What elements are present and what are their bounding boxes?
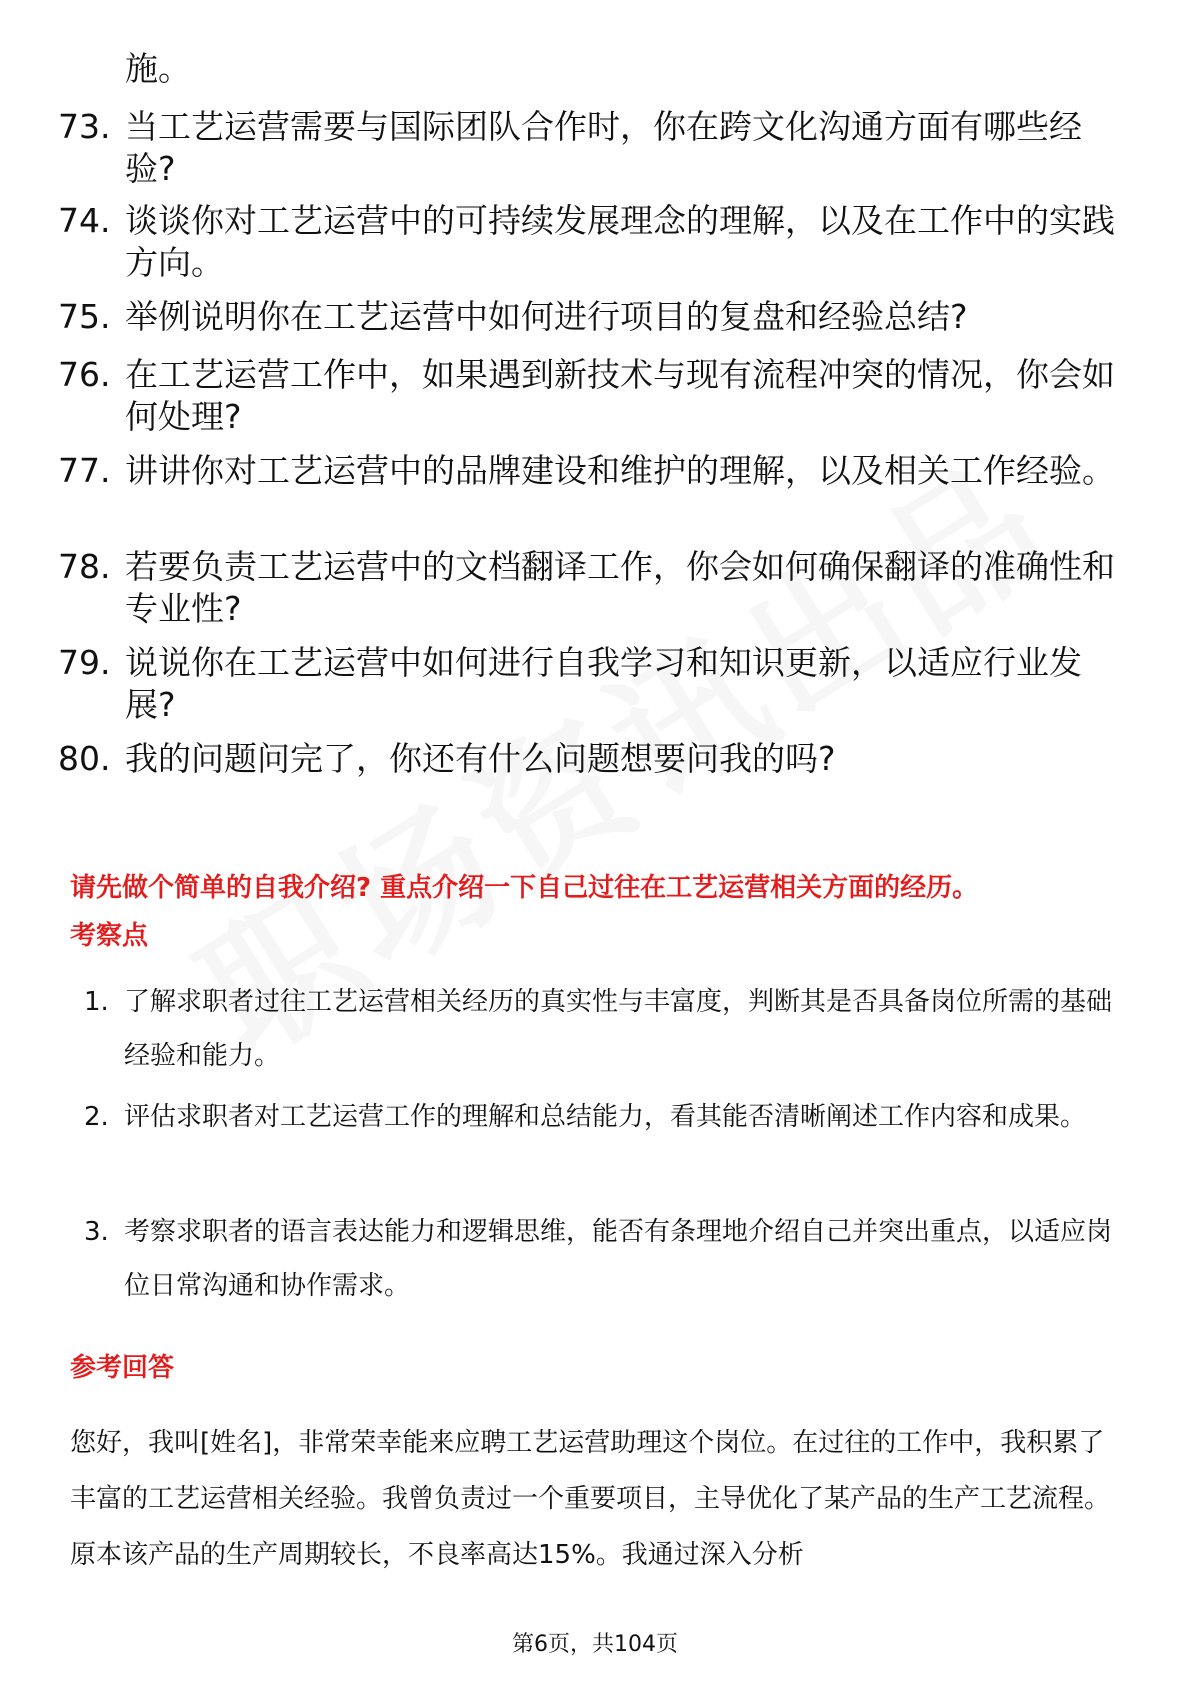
assessment-point — [84, 1205, 1124, 1313]
question-number: 78. — [58, 547, 111, 586]
question-number: 75. — [58, 297, 111, 336]
question-item — [58, 354, 1118, 438]
question-item — [58, 738, 1118, 780]
intro-question-heading: 请先做个简单的自我介绍? 重点介绍一下自己过往在工艺运营相关方面的经历。 — [70, 873, 979, 903]
question-text: 举例说明你在工艺运营中如何进行项目的复盘和经验总结? — [125, 297, 968, 336]
question-text: 在工艺运营工作中，如果遇到新技术与现有流程冲突的情况，你会如何处理? — [125, 355, 1115, 436]
question-text: 谈谈你对工艺运营中的可持续发展理念的理解，以及在工作中的实践方向。 — [125, 201, 1115, 282]
question-number: 77. — [58, 451, 111, 490]
point-number: 1. — [84, 987, 109, 1017]
point-text: 评估求职者对工艺运营工作的理解和总结能力，看其能否清晰阐述工作内容和成果。 — [124, 1102, 1087, 1132]
point-text: 考察求职者的语言表达能力和逻辑思维，能否有条理地介绍自己并突出重点，以适应岗位日常沟通和协作需求。 — [124, 1217, 1113, 1301]
question-text: 我的问题问完了，你还有什么问题想要问我的吗? — [125, 739, 836, 778]
question-item — [58, 200, 1118, 284]
question-number: 80. — [58, 739, 111, 778]
assessment-point — [84, 975, 1124, 1083]
question-item — [58, 450, 1118, 492]
assessment-point — [84, 1090, 1124, 1144]
question-number: 79. — [58, 643, 111, 682]
question-text: 讲讲你对工艺运营中的品牌建设和维护的理解，以及相关工作经验。 — [125, 451, 1115, 490]
question-text: 当工艺运营需要与国际团队合作时，你在跨文化沟通方面有哪些经验? — [125, 107, 1082, 188]
question-item — [58, 642, 1118, 726]
point-text: 了解求职者过往工艺运营相关经历的真实性与丰富度，判断其是否具备岗位所需的基础经验和能力。 — [124, 987, 1113, 1071]
point-number: 3. — [84, 1217, 109, 1247]
question-number: 73. — [58, 107, 111, 146]
question-item — [58, 296, 1118, 338]
question-text: 说说你在工艺运营中如何进行自我学习和知识更新，以适应行业发展? — [125, 643, 1082, 724]
point-number: 2. — [84, 1102, 109, 1132]
question-item — [58, 106, 1118, 190]
question-number: 74. — [58, 201, 111, 240]
question-item — [58, 546, 1118, 630]
reference-answer-text: 您好，我叫[姓名]，非常荣幸能来应聘工艺运营助理这个岗位。在过往的工作中，我积累了丰富的工艺运营相关经验。我曾负责过一个重要项目，主导优化了某产品的生产工艺流程。原本该产品的生产周期较长，不良率高达15%。我通过深入分析 — [70, 1428, 1111, 1570]
page-footer: 第6页，共104页 — [512, 1632, 678, 1657]
question-number: 76. — [58, 355, 111, 394]
reference-answer-heading: 参考回答 — [70, 1353, 175, 1383]
question-text: 若要负责工艺运营中的文档翻译工作，你会如何确保翻译的准确性和专业性? — [125, 547, 1115, 628]
assessment-heading: 考察点 — [70, 921, 149, 951]
question-continuation: 施。 — [125, 49, 191, 88]
